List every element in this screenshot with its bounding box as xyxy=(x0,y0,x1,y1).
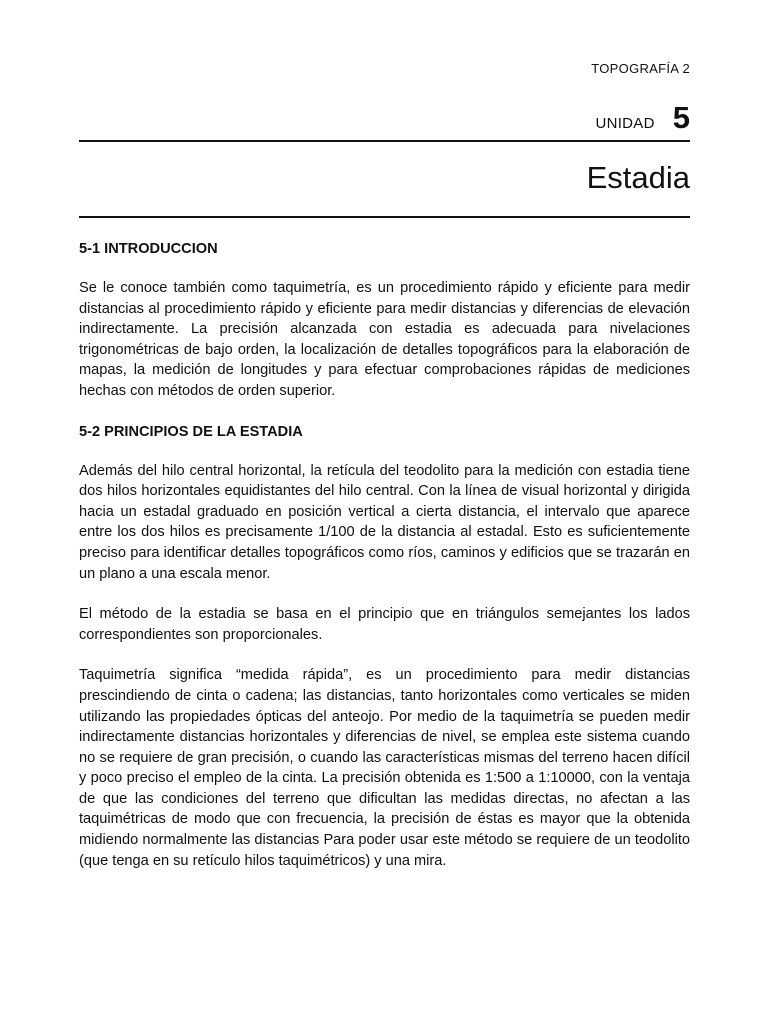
document-body xyxy=(79,239,690,871)
section-heading-principios: 5-2 PRINCIPIOS DE LA ESTADIA xyxy=(79,423,303,440)
top-rule xyxy=(79,140,690,142)
bottom-rule xyxy=(79,216,690,218)
paragraph: Taquimetría significa “medida rápida”, es un procedimiento para medir distancias prescindiendo de cinta o cadena; las distancias, tanto horizontales como verticales se miden utilizando las propiedades ópticas del anteojo. Por medio de la taquimetría se pueden medir indirectamente distancias horizontales y diferencias de nivel, se emplea este sistema cuando no se requiere de gran precisión, o cuando las características mismas del terreno hacen difícil y poco preciso el empleo de la cinta. La precisión obtenida es 1:500 a 1:10000, con la ventaja de que las condiciones del terreno que dificultan las medidas directas, no afectan a las taquimétricas de modo que con frecuencia, la precisión de éstas es mayor que la obtenida midiendo normalmente las distancias Para poder usar este método se requiere de un teodolito (que tenga en su retículo hilos taquimétricos) y una mira. xyxy=(79,667,690,869)
running-header: TOPOGRAFÍA 2 xyxy=(591,61,690,76)
unit-number: 5 xyxy=(672,100,690,135)
paragraph: El método de la estadia se basa en el principio que en triángulos semejantes los lados correspondientes son proporcionales. xyxy=(79,606,690,643)
paragraph: Se le conoce también como taquimetría, es un procedimiento rápido y eficiente para medir distancias al procedimiento rápido y eficiente para medir distancias y diferencias de elevación indirectamente. La precisión alcanzada con estadia es adecuada para nivelaciones trigonométricas de bajo orden, la localización de detalles topográficos para la elaboración de mapas, la medición de longitudes y para efectuar comprobaciones rápidas de mediciones hechas con métodos de orden superior. xyxy=(79,280,690,399)
paragraph: Además del hilo central horizontal, la retícula del teodolito para la medición con estadia tiene dos hilos horizontales equidistantes del hilo central. Con la línea de visual horizontal y dirigida hacia un estadal graduado en posición vertical a cierta distancia, el intervalo que aparece entre los dos hilos es precisamente 1/100 de la distancia al estadal. Esto es suficientemente preciso para identificar detalles topográficos como ríos, caminos y edificios que se trazarán en un plano a una escala menor. xyxy=(79,462,690,582)
chapter-title: Estadia xyxy=(586,160,690,195)
unit-line xyxy=(595,100,690,136)
unit-label: UNIDAD xyxy=(595,115,655,132)
section-heading-introduccion: 5-1 INTRODUCCION xyxy=(79,241,218,257)
